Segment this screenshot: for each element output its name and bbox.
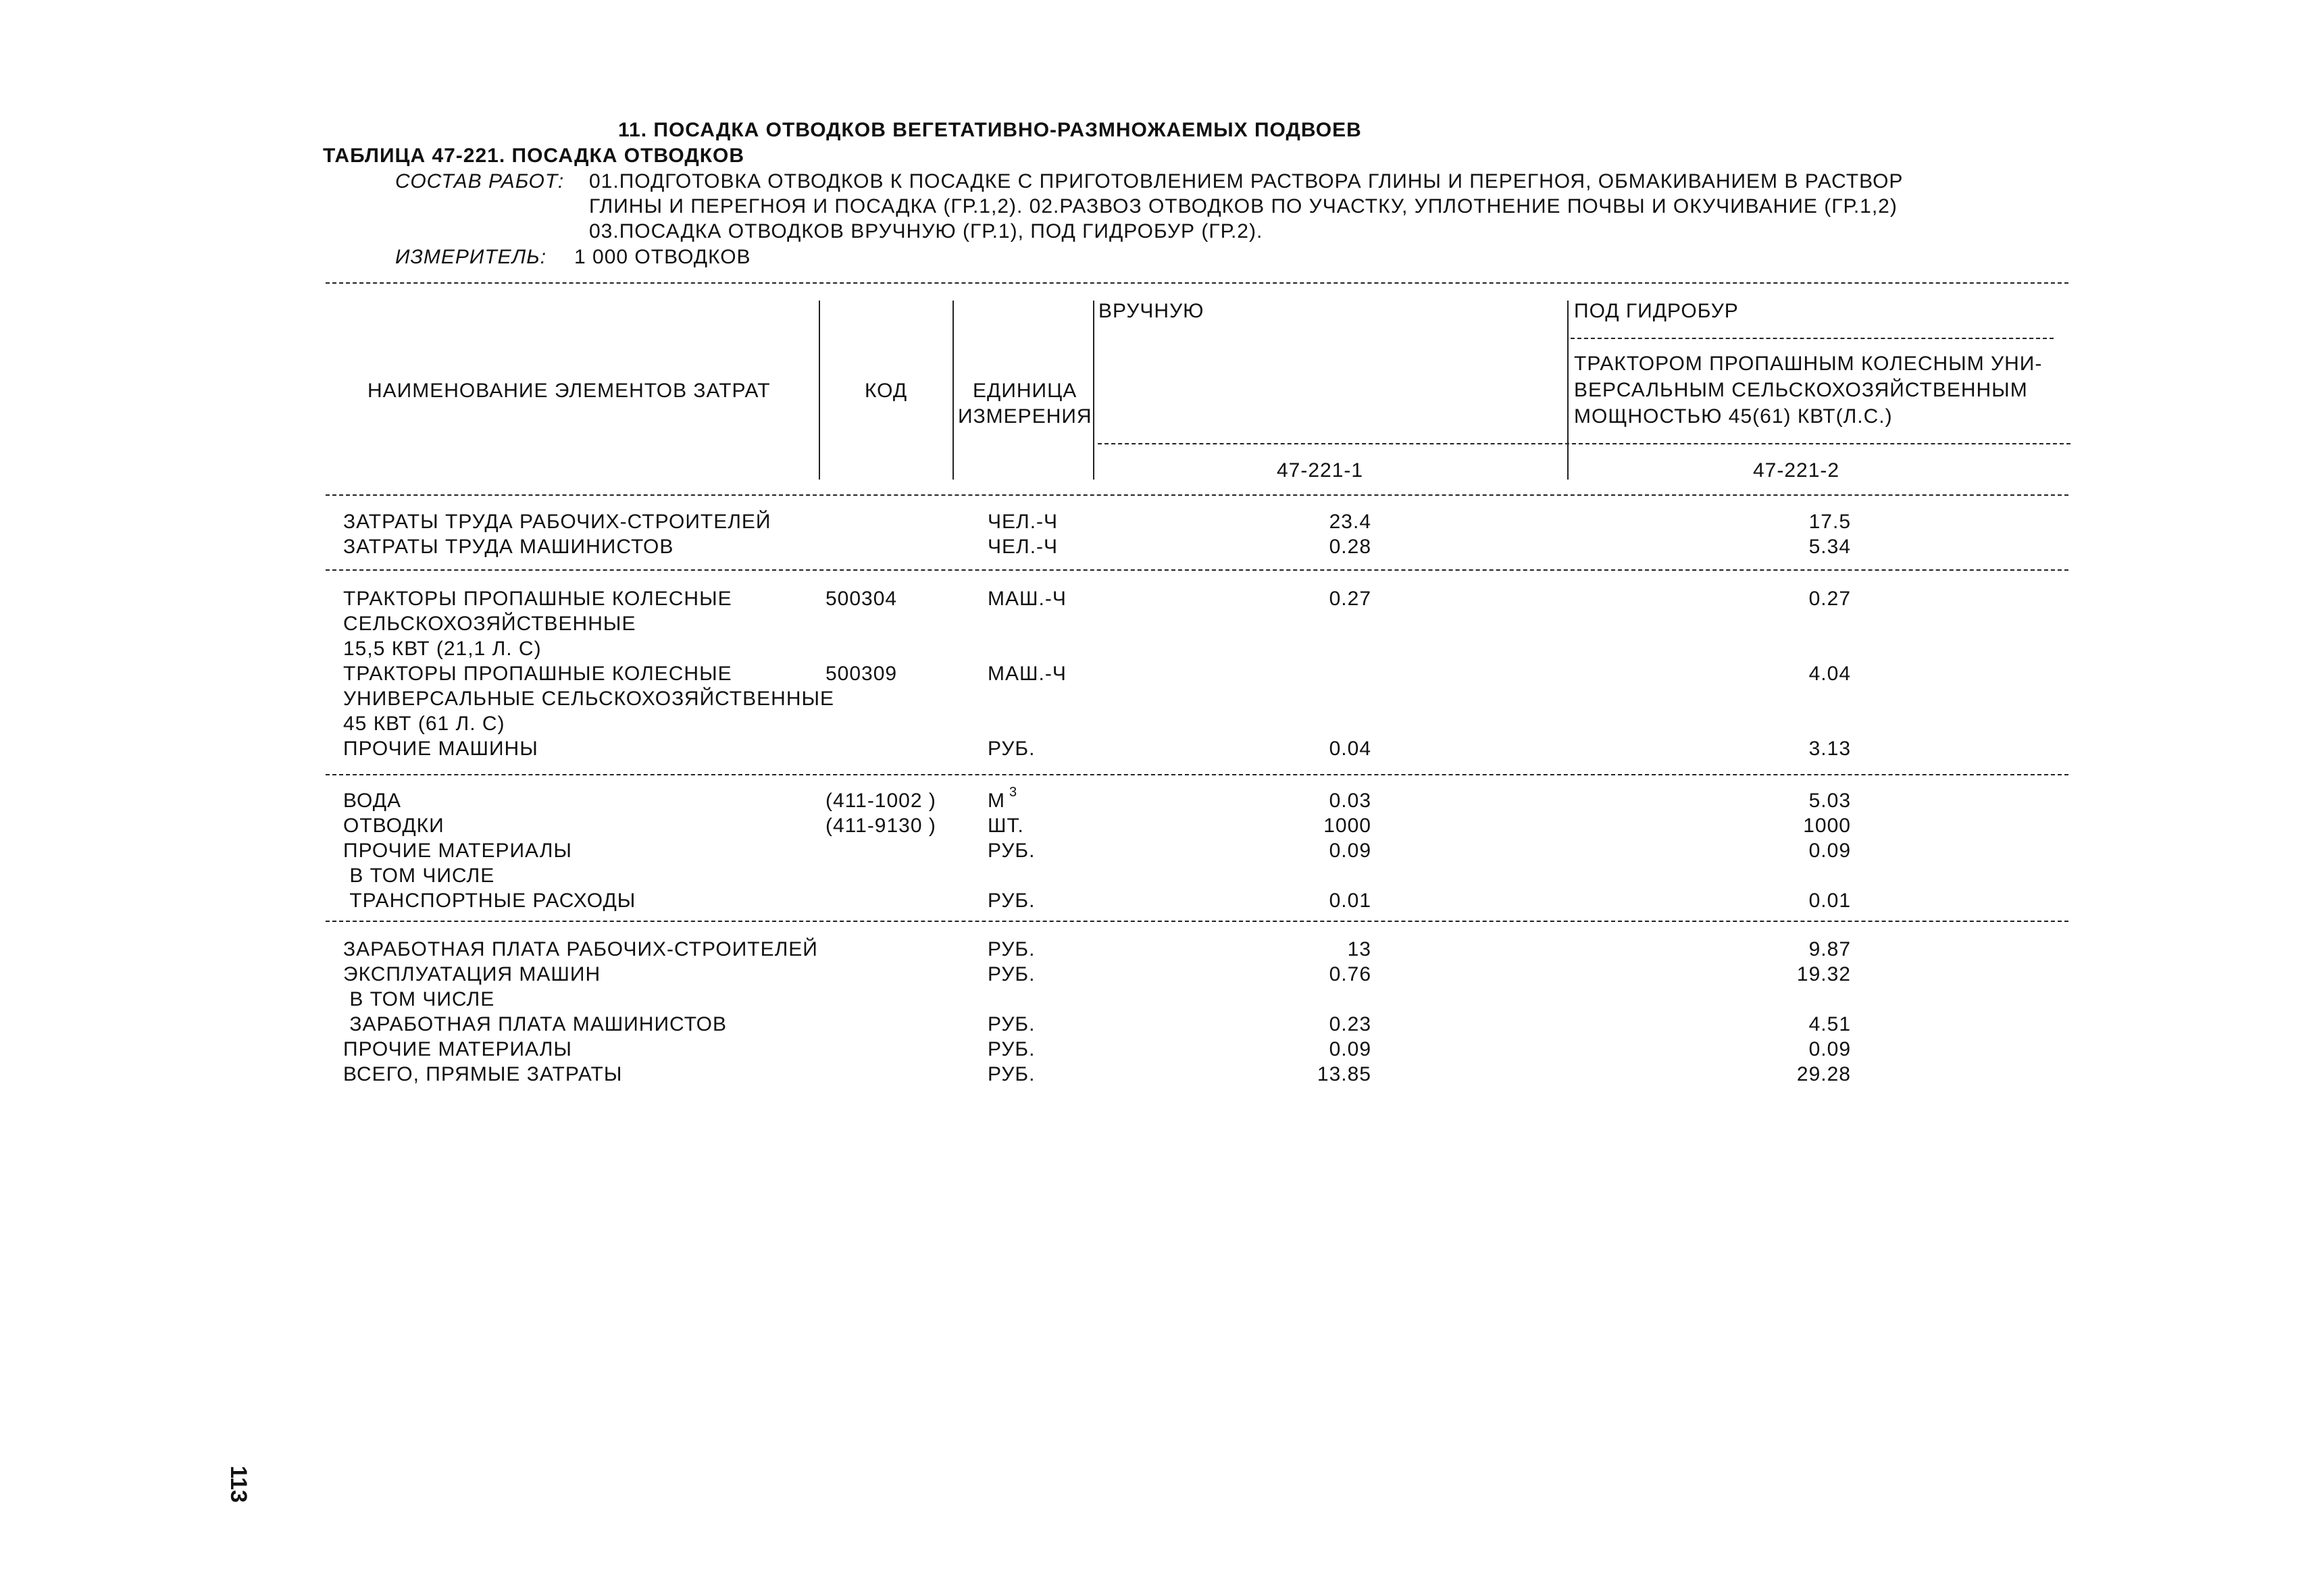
row-name: ЭКСПЛУАТАЦИЯ МАШИН [343,963,601,985]
row-name: ТРАНСПОРТНЫЕ РАСХОДЫ [343,890,636,912]
row-name: ВОДА [343,790,402,812]
row-unit: РУБ. [988,738,1036,760]
row-value-drill: 3.13 [1808,738,1851,760]
row-name: ЗАРАБОТНАЯ ПЛАТА РАБОЧИХ-СТРОИТЕЛЕЙ [343,938,818,960]
row-unit: РУБ. [988,1038,1036,1060]
row-name: ЗАТРАТЫ ТРУДА РАБОЧИХ-СТРОИТЕЛЕЙ [343,511,771,533]
row-unit: РУБ. [988,938,1036,960]
row-name: УНИВЕРСАЛЬНЫЕ СЕЛЬСКОХОЗЯЙСТВЕННЫЕ [343,688,835,710]
row-value-manual: 0.76 [1329,963,1371,985]
row-name: ВСЕГО, ПРЯМЫЕ ЗАТРАТЫ [343,1063,623,1085]
header-unit-2: ИЗМЕРЕНИЯ [958,405,1092,428]
row-code: (411-1002 ) [825,790,936,812]
row-name: 45 КВТ (61 Л. С) [343,713,505,735]
row-value-manual: 0.01 [1329,890,1371,912]
rule-header-bottom [326,494,2068,496]
row-code: 500309 [825,663,898,685]
row-unit: РУБ. [988,890,1036,912]
row-name: ОТВОДКИ [343,815,444,837]
row-value-manual: 13.85 [1317,1063,1371,1085]
row-name: В ТОМ ЧИСЛЕ [343,988,495,1010]
header-unit-1: ЕДИНИЦА [973,380,1077,402]
row-value-manual: 0.04 [1329,738,1371,760]
row-unit: РУБ. [988,840,1036,862]
col-divider-4 [1567,301,1569,480]
header-code: КОД [865,380,908,402]
row-value-manual: 0.27 [1329,588,1371,610]
row-code: (411-9130 ) [825,815,936,837]
row-code: 500304 [825,588,898,610]
row-name: ТРАКТОРЫ ПРОПАШНЫЕ КОЛЕСНЫЕ [343,588,732,610]
row-value-drill: 19.32 [1796,963,1851,985]
row-unit: РУБ. [988,963,1036,985]
measure-value: 1 000 ОТВОДКОВ [574,246,751,268]
row-value-drill: 4.04 [1808,663,1851,685]
row-unit: ШТ. [988,815,1024,837]
row-unit: РУБ. [988,1063,1036,1085]
row-value-manual: 0.09 [1329,840,1371,862]
rule-section-3 [326,921,2068,922]
row-unit: М [988,790,1005,812]
row-name: ПРОЧИЕ МАШИНЫ [343,738,538,760]
table-title: ТАБЛИЦА 47-221. ПОСАДКА ОТВОДКОВ [323,145,745,167]
header-drill-sub-1: ТРАКТОРОМ ПРОПАШНЫМ КОЛЕСНЫМ УНИ- [1574,353,2043,375]
header-manual: ВРУЧНУЮ [1098,300,1204,322]
row-value-drill: 1000 [1803,815,1851,837]
row-value-manual: 0.09 [1329,1038,1371,1060]
row-value-drill: 4.51 [1808,1013,1851,1035]
row-unit: ЧЕЛ.-Ч [988,511,1059,533]
rule-codes [1098,443,2070,444]
work-line-3: 03.ПОСАДКА ОТВОДКОВ ВРУЧНУЮ (ГР.1), ПОД ГИДРОБУР (ГР.2). [589,220,1263,242]
row-value-manual: 0.23 [1329,1013,1371,1035]
row-name: ЗАТРАТЫ ТРУДА МАШИНИСТОВ [343,536,674,558]
rule-drill-sub [1571,338,2054,339]
row-name: СЕЛЬСКОХОЗЯЙСТВЕННЫЕ [343,613,636,635]
row-unit: МАШ.-Ч [988,663,1067,685]
row-name: 15,5 КВТ (21,1 Л. С) [343,638,542,660]
col-divider-1 [819,301,820,480]
measure-label: ИЗМЕРИТЕЛЬ: [395,246,547,268]
row-value-drill: 0.09 [1808,1038,1851,1060]
col-divider-2 [952,301,954,480]
row-value-drill: 29.28 [1796,1063,1851,1085]
row-value-drill: 17.5 [1808,511,1851,533]
row-value-manual: 13 [1347,938,1371,960]
section-title: 11. ПОСАДКА ОТВОДКОВ ВЕГЕТАТИВНО-РАЗМНОЖАЕМЫХ ПОДВОЕВ [618,119,1362,141]
work-line-2: ГЛИНЫ И ПЕРЕГНОЯ И ПОСАДКА (ГР.1,2). 02.РАЗВОЗ ОТВОДКОВ ПО УЧАСТКУ, УПЛОТНЕНИЕ ПОЧВЫ И ОКУЧИВАНИЕ (ГР.1,2) [589,195,1898,217]
rule-section-2 [326,774,2068,775]
row-value-manual: 23.4 [1329,511,1371,533]
work-line-1: 01.ПОДГОТОВКА ОТВОДКОВ К ПОСАДКЕ С ПРИГОТОВЛЕНИЕМ РАСТВОРА ГЛИНЫ И ПЕРЕГНОЯ, ОБМАКИВАНИЕМ В РАСТВОР [589,170,1904,192]
header-drill-sub-2: ВЕРСАЛЬНЫМ СЕЛЬСКОХОЗЯЙСТВЕННЫМ [1574,379,2028,401]
row-unit: ЧЕЛ.-Ч [988,536,1059,558]
rule-top [326,282,2068,284]
rule-section-1 [326,569,2068,571]
row-value-drill: 0.09 [1808,840,1851,862]
row-name: ЗАРАБОТНАЯ ПЛАТА МАШИНИСТОВ [343,1013,728,1035]
header-name: НАИМЕНОВАНИЕ ЭЛЕМЕНТОВ ЗАТРАТ [367,380,771,402]
row-value-drill: 5.34 [1808,536,1851,558]
header-drill: ПОД ГИДРОБУР [1574,300,1739,322]
code-manual: 47-221-1 [1277,459,1364,482]
row-value-drill: 5.03 [1808,790,1851,812]
page-number: 113 [226,1466,251,1503]
row-value-manual: 0.03 [1329,790,1371,812]
row-name: В ТОМ ЧИСЛЕ [343,865,495,887]
row-name: ПРОЧИЕ МАТЕРИАЛЫ [343,840,572,862]
row-value-drill: 0.27 [1808,588,1851,610]
work-label: СОСТАВ РАБОТ: [395,170,565,192]
header-drill-sub-3: МОЩНОСТЬЮ 45(61) КВТ(Л.С.) [1574,405,1893,428]
col-divider-3 [1093,301,1094,480]
row-value-drill: 0.01 [1808,890,1851,912]
row-value-manual: 0.28 [1329,536,1371,558]
row-value-manual: 1000 [1323,815,1371,837]
code-drill: 47-221-2 [1753,459,1840,482]
row-unit: МАШ.-Ч [988,588,1067,610]
row-unit: РУБ. [988,1013,1036,1035]
row-value-drill: 9.87 [1808,938,1851,960]
row-name: ПРОЧИЕ МАТЕРИАЛЫ [343,1038,572,1060]
row-name: ТРАКТОРЫ ПРОПАШНЫЕ КОЛЕСНЫЕ [343,663,732,685]
